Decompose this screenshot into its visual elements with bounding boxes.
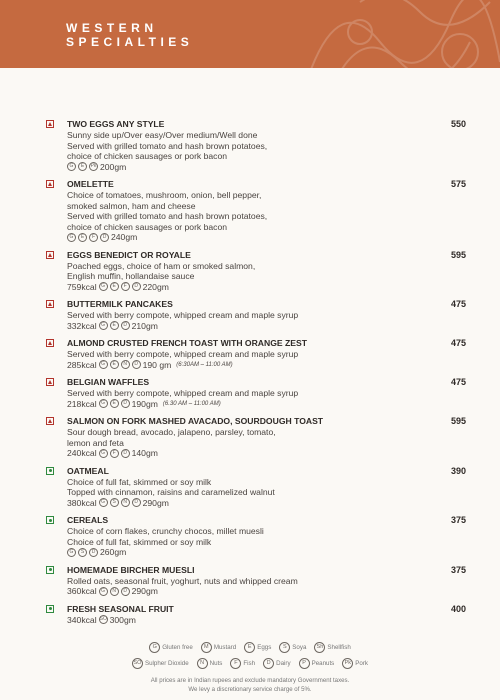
dairy-icon: D: [132, 360, 141, 369]
menu-item: [46, 604, 466, 626]
gluten-icon: G: [99, 321, 108, 330]
sulphite-icon: SO: [99, 616, 107, 623]
legend-label: Gluten free: [162, 644, 193, 651]
nuts-icon: N: [121, 360, 130, 369]
fish-icon: F: [110, 449, 119, 458]
item-weight: 190gm: [131, 398, 158, 409]
gluten-icon: G: [99, 282, 108, 291]
item-kcal: 759kcal: [67, 281, 97, 292]
legend-label: Sulpher Dioxide: [144, 660, 189, 667]
item-kcal: 332kcal: [67, 320, 97, 331]
peanuts-icon: P: [299, 658, 310, 669]
item-kcal: 380kcal: [67, 497, 97, 508]
item-description: Sour dough bread, avocado, jalapeno, parsley, tomato,: [67, 427, 276, 437]
nuts-icon: N: [110, 587, 119, 596]
veg-mark-icon: [46, 605, 54, 613]
legend-item: [244, 642, 271, 653]
item-price: 595: [450, 416, 466, 426]
item-name: OATMEAL: [67, 465, 109, 476]
legend-row: [0, 642, 500, 653]
item-nutrition: [67, 547, 466, 558]
item-weight: 240gm: [111, 232, 138, 242]
item-nutrition: [67, 162, 466, 173]
gluten-icon: G: [99, 498, 108, 507]
item-price: 475: [450, 299, 466, 309]
non-veg-mark-icon: [46, 251, 54, 259]
dairy-icon: D: [121, 449, 130, 458]
gluten-icon: G: [99, 449, 108, 458]
dairy-icon: D: [121, 587, 130, 596]
menu-item: [46, 515, 466, 558]
item-nutrition: [67, 321, 466, 332]
veg-mark-icon: [46, 516, 54, 524]
item-description: Served with berry compote, whipped cream and maple syrup: [67, 349, 299, 359]
legend-item: [263, 658, 290, 669]
item-kcal: 218kcal: [67, 398, 97, 409]
legend-label: Shellfish: [327, 644, 351, 651]
item-price: 390: [450, 465, 466, 476]
item-kcal: 340kcal: [67, 614, 97, 625]
soya-icon: S: [78, 548, 87, 557]
legend-label: Soya: [292, 644, 307, 651]
item-description: Served with berry compote, whipped cream and maple syrup: [67, 388, 299, 398]
nuts-icon: N: [121, 498, 130, 507]
legend-row: [0, 658, 500, 669]
item-weight: 220gm: [142, 281, 169, 292]
title-line-2: SPECIALTIES: [66, 35, 194, 49]
item-description: Choice of full fat, skimmed or soy milk: [67, 476, 212, 487]
shellfish-icon: Sh: [314, 642, 325, 653]
non-veg-mark-icon: [46, 120, 54, 128]
menu-item: [46, 299, 466, 331]
item-nutrition: [67, 615, 466, 626]
legend-item: [299, 658, 335, 669]
decorative-pattern: [300, 0, 500, 68]
pork-icon: Pk: [342, 658, 353, 669]
item-name: CEREALS: [67, 515, 109, 525]
item-nutrition: [67, 232, 466, 243]
legend-label: Peanuts: [311, 660, 335, 667]
legend-item: [132, 658, 189, 669]
dairy-icon: D: [100, 233, 109, 242]
item-weight: 210gm: [131, 320, 158, 331]
legend-label: Fish: [243, 660, 256, 667]
footer-note: [0, 676, 500, 694]
allergen-legend: [0, 642, 500, 674]
item-price: 575: [450, 179, 466, 189]
eggs-icon: E: [78, 233, 87, 242]
eggs-icon: E: [110, 399, 119, 408]
soya-icon: S: [110, 498, 119, 507]
item-serving-time: (6:30AM – 11:00 AM): [176, 361, 233, 368]
item-name: EGGS BENEDICT OR ROYALE: [67, 249, 191, 260]
item-name: HOMEMADE BIRCHER MUESLI: [67, 564, 195, 575]
gluten-icon: G: [67, 162, 76, 171]
legend-label: Dairy: [276, 660, 291, 667]
item-nutrition: [67, 282, 466, 293]
menu-item: [46, 377, 466, 409]
section-header: [0, 0, 500, 68]
menu-item: [46, 416, 466, 459]
item-name: BUTTERMILK PANCAKES: [67, 299, 173, 309]
non-veg-mark-icon: [46, 300, 54, 308]
item-nutrition: [67, 448, 466, 459]
item-weight: 300gm: [109, 614, 136, 625]
item-weight: 140gm: [131, 448, 158, 458]
menu-item: [46, 179, 466, 243]
item-price: 400: [450, 603, 466, 614]
menu-item: [46, 119, 466, 172]
eggs-icon: E: [78, 162, 87, 171]
item-description: choice of chicken sausages or pork bacon: [67, 151, 228, 161]
legend-item: [230, 658, 255, 669]
item-name: TWO EGGS ANY STYLE: [67, 119, 165, 129]
item-description: Served with grilled tomato and hash brown potatoes,: [67, 140, 268, 151]
item-description: Rolled oats, seasonal fruit, yoghurt, nuts and whipped cream: [67, 575, 298, 586]
item-description: Served with berry compote, whipped cream and maple syrup: [67, 310, 299, 320]
non-veg-mark-icon: [46, 417, 54, 425]
dairy-icon: D: [132, 282, 141, 291]
item-weight: 200gm: [100, 161, 127, 172]
item-weight: 290gm: [142, 497, 169, 508]
gluten-icon: G: [67, 548, 76, 557]
legend-item: [342, 658, 368, 669]
fish-icon: F: [89, 233, 98, 242]
item-price: 475: [450, 338, 466, 348]
legend-item: [279, 642, 306, 653]
item-description: smoked salmon, ham and cheese: [67, 200, 196, 211]
item-nutrition: [67, 498, 466, 509]
eggs-icon: E: [110, 321, 119, 330]
item-description: Served with grilled tomato and hash brown potatoes,: [67, 211, 268, 221]
item-description: Poached eggs, choice of ham or smoked salmon,: [67, 260, 256, 271]
legend-item: [314, 642, 350, 653]
title-line-1: WESTERN: [66, 21, 158, 35]
item-description: Sunny side up/Over easy/Over medium/Well done: [67, 130, 258, 140]
item-name: FRESH SEASONAL FRUIT: [67, 603, 174, 614]
dairy-icon: D: [132, 498, 141, 507]
non-veg-mark-icon: [46, 339, 54, 347]
item-weight: 260gm: [100, 547, 127, 557]
fish-icon: F: [121, 282, 130, 291]
fish-icon: F: [230, 658, 241, 669]
gluten-icon: G: [67, 233, 76, 242]
pork-icon: Pk: [90, 163, 97, 170]
item-weight: 190 gm: [142, 359, 172, 370]
menu-item: [46, 250, 466, 293]
dairy-icon: D: [121, 399, 130, 408]
item-description: choice of chicken sausages or pork bacon: [67, 221, 228, 232]
item-description: English muffin, hollandaise sauce: [67, 271, 195, 281]
soya-icon: S: [279, 642, 290, 653]
item-description: Choice of full fat, skimmed or soy milk: [67, 536, 212, 547]
legend-label: Nuts: [209, 660, 223, 667]
gluten-icon: G: [99, 587, 108, 596]
item-kcal: 285kcal: [67, 359, 97, 370]
footer-line-2: We levy a discretionary service charge of 5%.: [188, 686, 312, 693]
non-veg-mark-icon: [46, 378, 54, 386]
eggs-icon: E: [244, 642, 255, 653]
gluten-icon: G: [149, 642, 160, 653]
eggs-icon: E: [110, 282, 119, 291]
nuts-icon: N: [197, 658, 208, 669]
item-price: 375: [450, 564, 466, 575]
mustard-icon: M: [201, 642, 212, 653]
eggs-icon: E: [110, 360, 119, 369]
item-kcal: 240kcal: [67, 448, 97, 458]
legend-item: [197, 658, 223, 669]
item-description: Choice of tomatoes, mushroom, onion, bell pepper,: [67, 190, 262, 200]
dairy-icon: D: [89, 548, 98, 557]
gluten-icon: G: [99, 360, 108, 369]
legend-item: [201, 642, 236, 653]
item-price: 595: [450, 249, 466, 260]
legend-label: Pork: [355, 660, 369, 667]
item-description: Choice of corn flakes, crunchy chocos, millet muesli: [67, 526, 264, 536]
veg-mark-icon: [46, 566, 54, 574]
item-name: OMELETTE: [67, 179, 114, 189]
section-title: [66, 21, 326, 49]
legend-label: Eggs: [257, 644, 272, 651]
item-nutrition: [67, 586, 466, 597]
dairy-icon: D: [121, 321, 130, 330]
footer-line-1: All prices are in Indian rupees and exclude mandatory Government taxes.: [150, 677, 350, 684]
gluten-icon: G: [99, 399, 108, 408]
menu-item: [46, 338, 466, 370]
veg-mark-icon: [46, 467, 54, 475]
item-description: lemon and feta: [67, 437, 124, 448]
item-name: SALMON ON FORK MASHED AVACADO, SOURDOUGH TOAST: [67, 416, 324, 426]
sulphite-icon: SO: [132, 658, 143, 669]
menu-list: [46, 119, 466, 632]
item-serving-time: (6.30 AM – 11:00 AM): [162, 400, 221, 407]
legend-label: Mustard: [213, 644, 237, 651]
menu-item: [46, 466, 466, 509]
item-nutrition: [67, 360, 466, 371]
legend-item: [149, 642, 193, 653]
item-price: 375: [450, 515, 466, 525]
menu-item: [46, 565, 466, 597]
non-veg-mark-icon: [46, 180, 54, 188]
item-name: BELGIAN WAFFLES: [67, 377, 150, 387]
item-price: 550: [450, 119, 466, 129]
item-price: 475: [450, 377, 466, 387]
item-nutrition: [67, 399, 466, 410]
dairy-icon: D: [263, 658, 274, 669]
item-kcal: 360kcal: [67, 586, 97, 596]
item-name: ALMOND CRUSTED FRENCH TOAST WITH ORANGE ZEST: [67, 338, 307, 348]
item-weight: 290gm: [131, 586, 158, 596]
item-description: Topped with cinnamon, raisins and caramelized walnut: [67, 487, 275, 497]
